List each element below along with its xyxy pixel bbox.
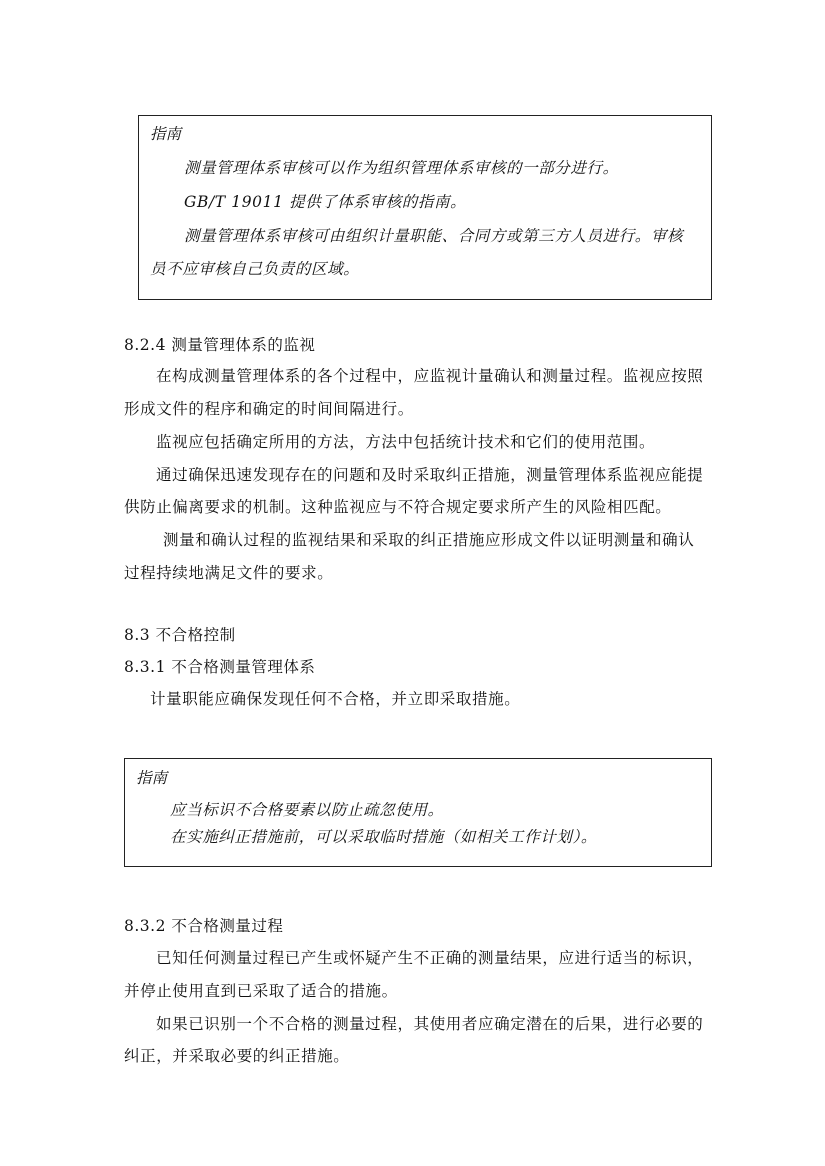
paragraph-line: 通过确保迅速发现存在的问题和及时采取纠正措施，测量管理体系监视应能提 — [156, 466, 704, 484]
paragraph-line: 纠正，并采取必要的纠正措施。 — [124, 1047, 350, 1065]
paragraph-line: 监视应包括确定所用的方法，方法中包括统计技术和它们的使用范围。 — [156, 433, 656, 451]
paragraph-line: 已知任何测量过程已产生或怀疑产生不正确的测量结果，应进行适当的标识， — [156, 949, 704, 967]
paragraph-line: 在构成测量管理体系的各个过程中，应监视计量确认和测量过程。监视应按照 — [156, 367, 704, 385]
guide-title: 指南 — [150, 125, 182, 143]
guide-line: GB/T 19011 提供了体系审核的指南。 — [184, 193, 467, 211]
section-heading-8-3-2: 8.3.2 不合格测量过程 — [124, 917, 284, 935]
paragraph-line: 供防止偏离要求的机制。这种监视应与不符合规定要求所产生的风险相匹配。 — [124, 498, 672, 516]
section-heading-8-2-4: 8.2.4 测量管理体系的监视 — [124, 336, 316, 354]
section-heading-8-3: 8.3 不合格控制 — [124, 626, 236, 644]
guide-line: 在实施纠正措施前，可以采取临时措施（如相关工作计划）。 — [170, 828, 597, 846]
guide-line: 测量管理体系审核可以作为组织管理体系审核的一部分进行。 — [184, 159, 619, 177]
section-heading-8-3-1: 8.3.1 不合格测量管理体系 — [124, 658, 316, 676]
guide-title: 指南 — [136, 769, 168, 787]
paragraph-line: 测量和确认过程的监视结果和采取的纠正措施应形成文件以证明测量和确认 — [163, 531, 695, 549]
paragraph-line: 过程持续地满足文件的要求。 — [124, 564, 334, 582]
paragraph-line: 形成文件的程序和确定的时间间隔进行。 — [124, 400, 414, 418]
guide-line: 应当标识不合格要素以防止疏忽使用。 — [170, 801, 444, 819]
paragraph-line: 计量职能应确保发现任何不合格，并立即采取措施。 — [150, 690, 521, 708]
guide-line: 员不应审核自己负责的区域。 — [150, 260, 360, 278]
guide-line: 测量管理体系审核可由组织计量职能、合同方或第三方人员进行。审核 — [184, 227, 684, 245]
paragraph-line: 并停止使用直到已采取了适合的措施。 — [124, 982, 398, 1000]
paragraph-line: 如果已识别一个不合格的测量过程，其使用者应确定潜在的后果，进行必要的 — [156, 1015, 704, 1033]
